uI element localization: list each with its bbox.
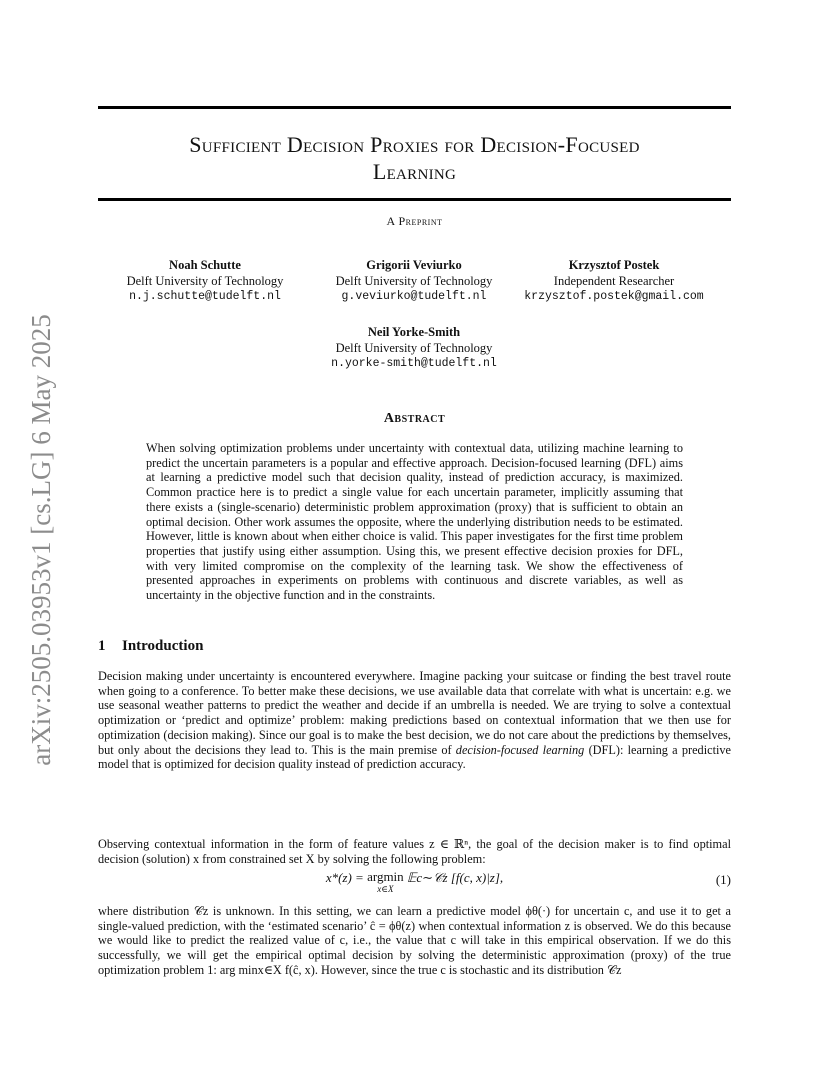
- bottom-rule: [98, 198, 731, 201]
- equation-number: (1): [715, 872, 731, 887]
- author-block: [304, 258, 524, 305]
- author-name: Neil Yorke-Smith: [367, 325, 461, 339]
- author-affiliation: Delft University of Technology: [335, 340, 493, 355]
- paragraph-text: (DFL): learning a predictive model that is optimized for decision quality instead of prediction accuracy.: [98, 742, 732, 772]
- author-email[interactable]: krzysztof.postek@gmail.com: [524, 290, 704, 303]
- author-affiliation: Delft University of Technology: [126, 273, 284, 288]
- equation-rhs: 𝔼c∼𝒞z [f(c, x)|z],: [403, 870, 504, 885]
- preprint-label: A Preprint: [386, 214, 443, 228]
- top-rule: [98, 106, 731, 109]
- equation-body: [98, 870, 731, 896]
- section-title: Introduction: [122, 638, 204, 654]
- author-email[interactable]: n.j.schutte@tudelft.nl: [129, 290, 281, 303]
- equation-lhs: x*(z) =: [325, 870, 368, 885]
- argmin-operator: [367, 870, 404, 896]
- operator-text: argmin: [367, 869, 404, 884]
- section-number: 1: [98, 638, 106, 654]
- author-block: [95, 258, 315, 305]
- author-block: [304, 325, 524, 372]
- equation-1: [98, 870, 731, 900]
- intro-paragraph-3: where distribution 𝒞z is unknown. In this setting, we can learn a predictive model ϕθ(·) for uncertain c, and use it to get a single-valued prediction, with the ‘estimated scenario’ ĉ = ϕθ(z) when contextual information z is observed. We do this because we would like to predict the realized value of c, i.e., the value that c will take in this empirical observation. If we do this successfully, we will get the empirical optimal decision by solving the deterministic approximation (proxy) of the true optimization problem 1: arg minx∈X f(ĉ, x). However, since the true c is stochastic and its distribution 𝒞z: [98, 904, 731, 977]
- abstract-text: When solving optimization problems under uncertainty with contextual data, utilizing machine learning to predict the uncertain parameters is a popular and effective approach. Decision-focused learning (DFL) aims at learning a predictive model such that decision quality, instead of prediction accuracy, is maximized. Common practice here is to predict a single value for each uncertain parameter, implicitly assuming that there exists a (single-scenario) deterministic problem approximation (proxy) that is sufficient to obtain an optimal decision. Other work assumes the opposite, where the underlying distribution needs to be estimated. However, little is known about when either choice is valid. This paper investigates for the first time problem properties that justify using either assumption. Using this, we present effective decision proxies for DFL, with very limited compromise on the complexity of the learning task. We show the effectiveness of presented approaches in experiments on problems with continuous and discrete variables, as well as uncertainty in the objective function and in the constraints.: [146, 441, 683, 603]
- author-name: Krzysztof Postek: [568, 258, 660, 272]
- author-block: [504, 258, 724, 305]
- paper-title: [98, 131, 731, 185]
- title-line-2: Learning: [372, 159, 457, 184]
- section-heading: [98, 638, 203, 655]
- author-affiliation: Independent Researcher: [553, 273, 675, 288]
- paragraph-text: Decision making under uncertainty is encountered everywhere. Imagine packing your suitcase or finding the best travel route when going to a conference. To better make these decisions, we use available data that correlate with what is uncertain: e.g. we use seasonal weather patterns to predict the weather and decide if an umbrella is needed. We are trying to solve a contextual optimization or ‘predict and optimize’ problem: making predictions based on contextual information that we then use for optimization (decision making). Since our goal is to make the best decision, we do not care about the predictions by themselves, but only about the decisions they lead to. This is the main premise of: [98, 669, 731, 757]
- emphasis-text: decision-focused learning: [455, 742, 585, 757]
- arxiv-stamp: arXiv:2505.03953v1 [cs.LG] 6 May 2025: [26, 314, 56, 766]
- author-name: Grigorii Veviurko: [366, 258, 462, 272]
- intro-paragraph-2: Observing contextual information in the form of feature values z ∈ ℝⁿ, the goal of the decision maker is to find optimal decision (solution) x from constrained set X by solving the following problem:: [98, 837, 731, 866]
- intro-paragraph-1: [98, 669, 731, 772]
- title-line-1: Sufficient Decision Proxies for Decision-Focused: [189, 132, 640, 157]
- abstract-heading: Abstract: [383, 411, 446, 426]
- author-affiliation: Delft University of Technology: [335, 273, 493, 288]
- author-email[interactable]: n.yorke-smith@tudelft.nl: [331, 357, 497, 370]
- operator-subscript: x∈X: [377, 884, 394, 894]
- author-email[interactable]: g.veviurko@tudelft.nl: [341, 290, 487, 303]
- author-name: Noah Schutte: [169, 258, 241, 272]
